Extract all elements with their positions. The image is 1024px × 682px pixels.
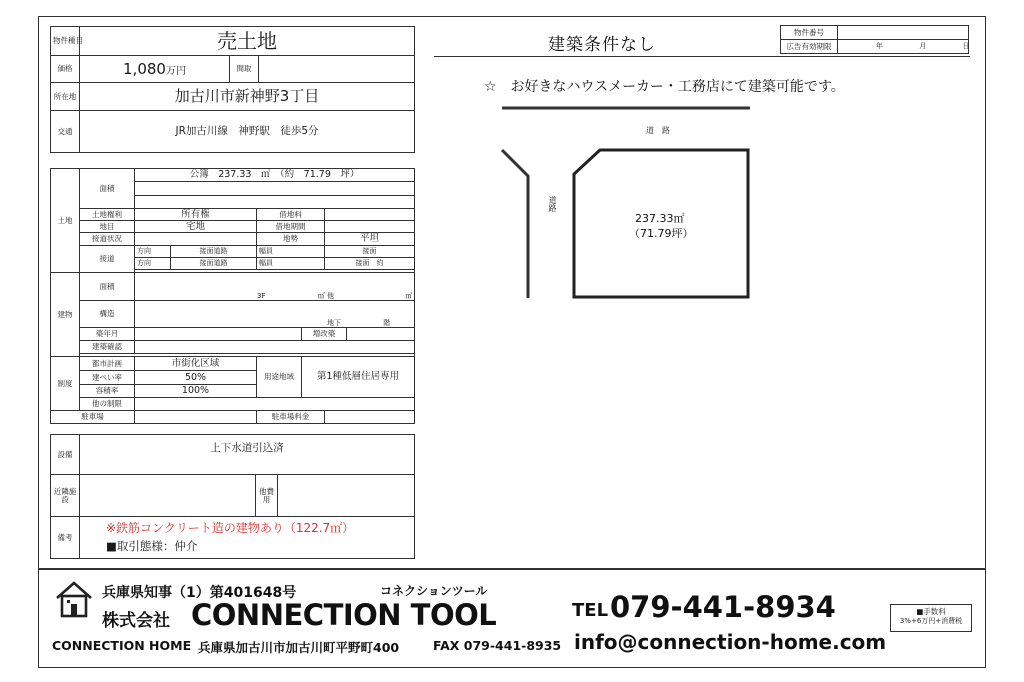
road-width-1: 幅員 bbox=[257, 246, 325, 258]
other-restrictions-label: 他の制限 bbox=[80, 398, 135, 411]
regulation-section-label: 制度 bbox=[51, 357, 80, 411]
built-label: 築年月 bbox=[80, 328, 135, 341]
fee-box bbox=[890, 604, 972, 632]
area-other-label: ㎡ 他 bbox=[317, 292, 334, 300]
building-section-label: 建物 bbox=[51, 273, 80, 357]
lease-period-label: 借地期間 bbox=[257, 221, 325, 233]
company-address: 兵庫県加古川市加古川町平野町400 bbox=[198, 640, 400, 655]
fee-value: 3%+6万円+消費税 bbox=[899, 617, 963, 626]
condition-title: 建築条件なし bbox=[548, 35, 656, 55]
parking-fee-label: 駐車場料金 bbox=[257, 411, 325, 424]
zoning-label: 用途地域 bbox=[257, 357, 302, 398]
transport-label: 交通 bbox=[51, 111, 80, 153]
plot-area-tsubo: （71.79坪） bbox=[629, 227, 694, 240]
road-width-2: 幅員 bbox=[257, 258, 325, 270]
confirm-label: 建築確認 bbox=[80, 341, 135, 354]
other-cost-label: 他費用 bbox=[256, 475, 278, 517]
road-frontage-1: 接面 bbox=[325, 246, 415, 258]
land-rights-label: 土地権利 bbox=[80, 209, 135, 221]
ad-info-table bbox=[780, 25, 969, 54]
email-address: info@connection-home.com bbox=[574, 630, 887, 654]
renovation-label: 増改築 bbox=[302, 328, 347, 341]
remark-transaction: ■取引態様：仲介 bbox=[106, 538, 198, 553]
land-section-label: 土地 bbox=[51, 169, 80, 273]
remark-rc-building: ※鉄筋コンクリート造の建物あり（122.7㎡） bbox=[106, 521, 355, 536]
road-side-2: 接面道路 bbox=[171, 258, 257, 270]
type-label: 物件種目 bbox=[51, 27, 80, 56]
city-plan-value: 市街化区域 bbox=[135, 357, 257, 371]
land-rights-value: 所有権 bbox=[135, 209, 257, 221]
terrain-value: 平坦 bbox=[325, 233, 415, 246]
road-dir-2: 方向 bbox=[135, 258, 171, 270]
structure-value bbox=[135, 301, 415, 328]
floors-label: 階 bbox=[383, 319, 391, 327]
brand-name: CONNECTION HOME bbox=[52, 638, 192, 653]
road-side-label: 道路 bbox=[548, 196, 557, 212]
ad-valid-label: 広告有効期限 bbox=[781, 40, 838, 54]
year-label: 年 bbox=[876, 42, 883, 50]
city-plan-label: 都市計画 bbox=[80, 357, 135, 371]
terrain-label: 地勢 bbox=[257, 233, 325, 246]
floor-3f-label: 3F bbox=[257, 292, 266, 300]
parking-label: 駐車場 bbox=[51, 411, 135, 424]
price-number: 1,080 bbox=[123, 59, 166, 78]
fax-number: FAX 079-441-8935 bbox=[433, 638, 562, 653]
road-top-label: 道 路 bbox=[646, 126, 670, 135]
footer-divider bbox=[38, 568, 986, 570]
tel-number: 079-441-8934 bbox=[610, 590, 836, 624]
company-name: CONNECTION TOOL bbox=[191, 598, 497, 632]
location-label: 所在地 bbox=[51, 83, 80, 111]
month-label: 月 bbox=[919, 42, 927, 50]
property-no-label: 物件番号 bbox=[781, 26, 838, 40]
ad-valid-date bbox=[838, 40, 969, 54]
price-value bbox=[80, 56, 230, 83]
company-prefix: 株式会社 bbox=[102, 611, 170, 631]
facilities-label: 設備 bbox=[51, 435, 80, 475]
day-label: 日 bbox=[962, 42, 970, 50]
coverage-value: 50% bbox=[135, 371, 257, 385]
road-left-edge bbox=[502, 150, 528, 298]
facilities-value: 上下水道引込済 bbox=[80, 435, 415, 475]
land-category-label: 地目 bbox=[80, 221, 135, 233]
nearby-label: 近隣施設 bbox=[51, 475, 80, 517]
far-value: 100% bbox=[135, 385, 257, 398]
site-map bbox=[430, 100, 770, 310]
land-area-label: 面積 bbox=[80, 169, 135, 209]
basement-label: 地下 bbox=[327, 319, 341, 327]
type-value: 売土地 bbox=[80, 27, 415, 56]
structure-label: 構造 bbox=[80, 301, 135, 328]
zoning-value: 第1種低層住居専用 bbox=[302, 357, 415, 398]
location-value: 加古川市新神野3丁目 bbox=[80, 83, 415, 111]
building-area-label: 面積 bbox=[80, 273, 135, 301]
road-side-1: 接面道路 bbox=[171, 246, 257, 258]
remarks-label: 備考 bbox=[51, 517, 80, 559]
road-status-label: 接道状況 bbox=[80, 233, 135, 246]
condition-underline bbox=[434, 56, 970, 57]
house-logo-icon bbox=[54, 580, 94, 618]
fee-title: ■手数料 bbox=[916, 607, 946, 616]
tel-label: TEL bbox=[572, 600, 609, 621]
land-category-value: 宅地 bbox=[135, 221, 257, 233]
price-label: 価格 bbox=[51, 56, 80, 83]
road-label: 接道 bbox=[80, 246, 135, 273]
builder-note: ☆ お好きなハウスメーカー・工務店にて建築可能です。 bbox=[484, 79, 845, 95]
area-sqm-label: ㎡ bbox=[405, 292, 413, 300]
road-dir-1: 方向 bbox=[135, 246, 171, 258]
details-table bbox=[50, 168, 415, 424]
transport-value: JR加古川線 神野駅 徒歩5分 bbox=[80, 111, 415, 153]
road-frontage-2: 接面 約 bbox=[325, 258, 415, 270]
price-unit: 万円 bbox=[165, 65, 186, 77]
building-area-value bbox=[135, 273, 415, 301]
land-area-value: 公簿 237.33 ㎡ （約 71.79 坪） bbox=[135, 169, 415, 182]
lease-fee-label: 借地料 bbox=[257, 209, 325, 221]
layout-value bbox=[259, 56, 415, 83]
plot-area-sqm: 237.33㎡ bbox=[635, 212, 685, 225]
remarks-value bbox=[80, 517, 415, 559]
facilities-table bbox=[50, 434, 415, 559]
far-label: 容積率 bbox=[80, 385, 135, 398]
header-table bbox=[50, 26, 415, 153]
license-number: 兵庫県知事（1）第401648号 bbox=[102, 585, 297, 601]
company-kana: コネクションツール bbox=[380, 584, 488, 598]
coverage-label: 建ぺい率 bbox=[80, 371, 135, 385]
layout-label: 間取 bbox=[230, 56, 259, 83]
